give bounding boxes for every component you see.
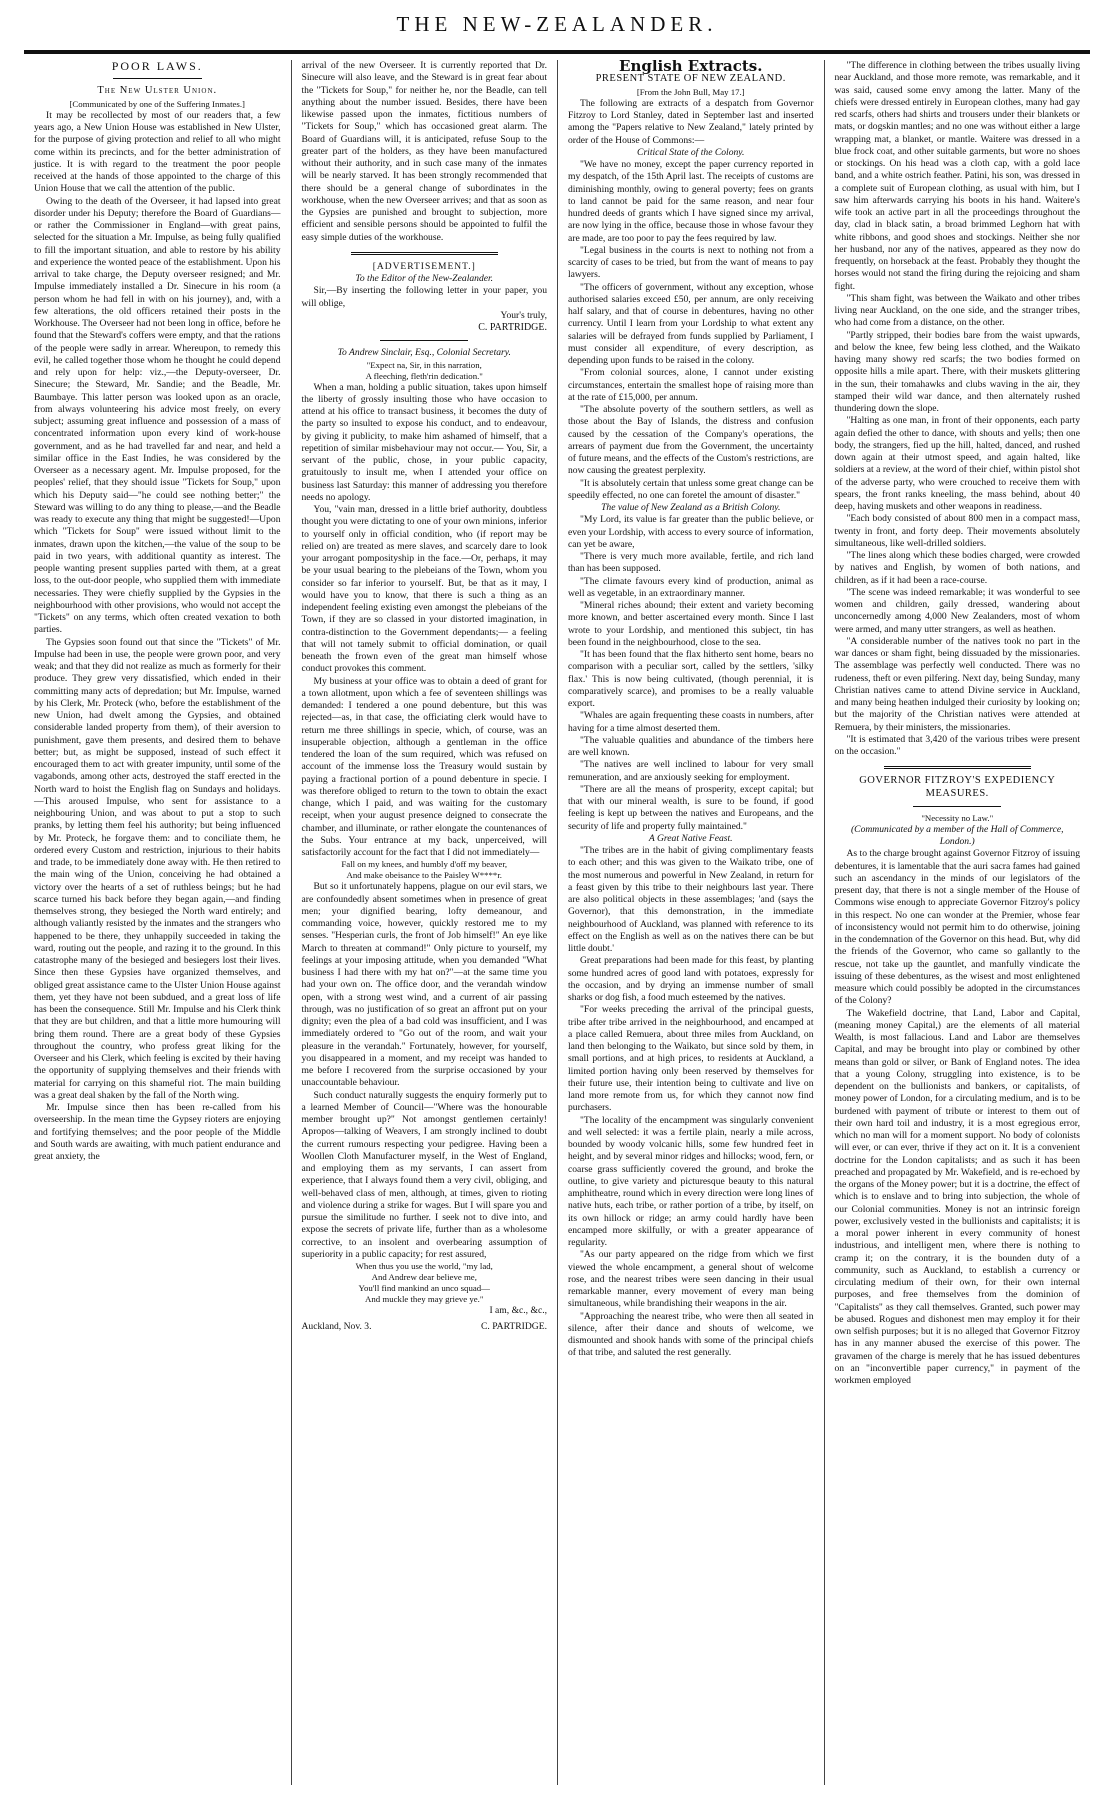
column-4 [824, 60, 1091, 1785]
paragraph: "There are all the means of prosperity, except capital; but that with our mineral wealth, is sure to be found, if good feeling is kept up between the natives and Europeans, and the security of life and property fully maintained." [568, 783, 814, 832]
divider [380, 340, 468, 341]
paragraph: "The officers of government, without any exception, whose authorised salaries exceed £50, per annum, are only receiving half salary, and that of course in debentures, having no other currency. Until I learn from your Lordship to what extent any salaries will be defrayed from funds supplied by Parliament, I must consider all expenditure, of every description, as depending upon funds to be raised in the colony. [568, 281, 814, 366]
verse-line: When thus you use the world, "my lad, [355, 1261, 493, 1271]
paragraph: "Partly stripped, their bodies bare from the waist upwards, and below the knee, few being less clothed, and the Waikato having many showy red scarfs; the two bodies formed on opposite hills a mile apart. There, with their muskets glittering in the sun, their tomahawks and clubs waving in the air, they stamped their wild war dance, and then alternately rushed thundering down the slope. [834, 329, 1080, 414]
dateline: Auckland, Nov. 3. [301, 1321, 372, 1333]
epigraph-line: "Expect na, Sir, in this narration, [366, 359, 482, 370]
paragraph: "Legal business in the courts is next to nothing not from a scarcity of cases to be tried, but from the want of means to pay lawyers. [568, 244, 814, 281]
paragraph: As to the charge brought against Governor Fitzroy of issuing debentures, it is lamentable that the auri sacra fames had gained such an ascendancy in the minds of our legislators of the present day, that there is not a single member of the House of Commons wise enough to appreciate Governor Fitzroy's policy in this respect. No one can wonder at the Premier, whose fear of inconsistency would not permit him to do otherwise, joining in the condemnation of the Governor on this head. But, why did the friends of the Governor, who came so gallantly to the rescue, not take up the gauntlet, and manfully vindicate the issuing of these debentures, as the wisest and most enlightened measure which could possibly be adopted in the circumstances of the Colony? [834, 848, 1080, 1007]
paragraph: "A considerable number of the natives took no part in the war dances or sham fight, being dissuaded by the missionaries. The assemblage was perfectly well conducted. There was no rudeness, theft or even pilfering. Next day, being Sunday, many Christian natives came to attend Divine service in Auckland, and many being heathen indulged their curiosity by looking on; but the majority of the Christian natives were attended at Remuera, by their ministers, the missionaries. [834, 635, 1080, 733]
paragraph: "It is absolutely certain that unless some great change can be speedily effected, no one can foretel the amount of disaster." [568, 477, 814, 501]
advert-intro: Sir,—By inserting the following letter in your paper, you will oblige, [301, 285, 547, 309]
paragraph: "Approaching the nearest tribe, who were then all seated in silence, after their dance and shouts of welcome, we dismounted and shook hands with some of the principal chiefs of that tribe, and saluted the rest generally. [568, 1310, 814, 1359]
paragraph: The Gypsies soon found out that since the "Tickets" of Mr. Impulse had been in use, the people were grown poor, and very weak; and that they did not realize as much as formerly for their produce. They grew very dissatisfied, which ended in their committing many acts of depredation; but Mr. Impulse, warned by his Clerk, Mr. Proteck (who, before the establishment of the new Union, had dwelt among the Gypsies, and obtained considerable landed property from them), of their aversion to punishment, gave them presents, and desired them to behave better; but, as might be supposed, instead of such effect it encouraged them to act with greater impunity, until some of the vagabonds, among other acts, destroyed the staff erected in the North ward to hoist the English flag on Sundays and holidays.—This aroused Impulse, who sent for assistance to a neighbouring Union, and was about to put a stop to such pranks, by letting them feel his authority; but being influenced by Mr. Proteck, he forgave them: and to conciliate them, he ordered every Custom and restriction, injurious to their habits and trade, to be immediately done away with. He then retired to the main wing of the Union, conceiving he had obtained a victory over the hearts of a set of ruthless beings; but he had scarce turned his back before they began again,—and finding themselves strong, they besieged the North ward entirely; and although valiantly resisted by the inmates and the strangers who happened to be there, they unhappily succeeded in taking the ward, routing out the people, and razing it to the ground. In this catastrophe many of the besieged and besiegers lost their lives. Since then these Gypsies have organized themselves, and obliged great assistance came to the Ulster Union House against them, yet they have not been subdued, and a great loss of life has been the consequence. Still Mr. Impulse and his Clerk think that they are but children, and that a little more humouring will bring them round. There are a great body of these Gypsies throughout the country, who profess great liking for the Overseer and his Clerk, which feeling is excited by their having the opportunity of supplying themselves and their friends with material for carrying on this shameful riot. The main building was a great deal shaken by the fall of the North wing. [34, 636, 281, 1101]
article-source: [From the John Bull, May 17.] [636, 86, 745, 97]
paragraph: "From colonial sources, alone, I cannot under existing circumstances, entertain the smallest hope of raising more than at the rate of £15,000, per annum. [568, 367, 814, 403]
paragraph: "The locality of the encampment was singularly convenient and well selected: it was a fertile plain, nearly a mile across, bounded by woody volcanic hills, some few hundred feet in height, and by several minor ridges and hillocks; wood, fern, or coarse grass sufficiently covered the ground, and broke the outline, to give variety and picturesque beauty to this natural amphitheatre, round which in every direction were long lines of native huts, each tribe, or rather portion of a tribe, by itself, on its own hillock or ridge; an army could hardly have been encamped more skilfully, or with a greater appearance of regularity. [568, 1114, 814, 1248]
columns [24, 60, 1090, 1785]
masthead: THE NEW-ZEALANDER. [396, 12, 718, 36]
verse-line: And Andrew dear believe me, [371, 1272, 477, 1282]
divider [884, 766, 1031, 769]
divider [113, 78, 202, 79]
paragraph: "The tribes are in the habit of giving complimentary feasts to each other; and this was given to the Waikato tribe, one of the most numerous and powerful in New Zealand, in return for a feast given by this tribe to their neighbours last year. There are also political objects in these assemblages; 'and (says the Governor), that this demonstration, in the immediate neighbourhood of Auckland, was planned with reference to its effect on the English as well as on the natives there can be but little doubt.' [568, 845, 814, 954]
article-heading: PRESENT STATE OF NEW ZEALAND. [595, 73, 786, 85]
paragraph: "There is very much more available, fertile, and rich land than has been supposed. [568, 551, 814, 575]
paragraph: "The valuable qualities and abundance of the timbers here are well known. [568, 734, 814, 758]
subheading: Critical State of the Colony. [637, 146, 745, 158]
divider [351, 252, 498, 255]
paragraph: The following are extracts of a despatch from Governor Fitzroy to Lord Stanley, dated in September last and inserted among the "Papers relative to New Zealand," lately printed by order of the House of Commons:— [568, 97, 814, 146]
letter-addressee: To Andrew Sinclair, Esq., Colonial Secretary. [337, 347, 511, 359]
column-2 [291, 60, 558, 1785]
paragraph: Mr. Impulse since then has been re-called from his overseership. In the mean time the Gypsey rioters are enjoying and fortifying themselves; and the poor people of the Middle and South wards are awaiting, with much patient endurance and great anxiety, the [34, 1102, 281, 1162]
article-subtitle: The New Ulster Union. [97, 85, 218, 97]
paragraph: Owing to the death of the Overseer, it had lapsed into great disorder under his Deputy; therefore the Board of Guardians—or rather the Commissioner in England—with great pains, selected for the situation a Mr. Impulse, as being fully qualified to fill the important situation, and able to restore by his ability and experience the wonted peace of the establishment. Upon his arrival to take charge, the Deputy overseer resigned; and Mr. Impulse immediately installed a Dr. Sinecure in his room (a person whom he had fell in with on his journey), and, with a few alterations, the old officers retained their posts in the Workhouse. The Overseer had not been long in office, before he found that the Steward's coffers were empty, and that the rations of the people were sadly in arrear. Whereupon, to remedy this evil, he called together those whom he thought he could depend and rely upon for help: viz.,—the Deputy-overseer, Dr. Sinecure; the Steward, Mr. Sandie; and the Beadle, Mr. Baumbaye. This latter person was looked upon as an oracle, from always volunteering his advice most freely, on every subject; assuming great influence and possession of a mass of concentrated information upon every kind of work-house government, and as he had travelled far and near, and held a similar office in the East Indies, he was considered by the Overseer as a necessary agent. Mr. Impulse proposed, for the peoples' relief, that they should issue "Tickets for Soup," upon which his Deputy said—"he could see nothing better;" the Steward was willing to do any thing to please,—and the Beadle was ready to execute any thing that might be suggested!—Upon which "Tickets for Soup" were issued without limit to the inmates, drawn upon the kitchen,—the value of the soup to be paid in two years, with additional quantity as interest. The people wanting present supplies parted with them, at a great loss, to the out-door people, who supplied them with immediate necessaries. They were chiefly supplied by the Gypsies in the neighbourhood with other provisions, who would not accept the "Tickets" on any terms, which often created vexation to both parties. [34, 195, 281, 636]
paragraph: The Wakefield doctrine, that Land, Labor and Capital, (meaning money Capital,) are the elements of all material Wealth, is most fallacious. Land and Labor are themselves Capital, and may be brought into play or combined by other means than gold or silver, or Bank of England notes. The idea that a young Colony, struggling into existence, is to be dependent on the bullionists and bankers, or capitalists, of money power of London, for a circulating medium, and is to be burdened with payment of tribute or interest to them out of their own hard toil and industry, it is a most egregious error, which no man will for a moment support. No body of colonists will ever, or can ever, thrive if they act on it. It is a convenient doctrine for the London capitalists; and as such it has been preached and propagated by Mr. Wakefield, and is re-echoed by the organs of the Money power; but it is a doctrine, the effect of which is to enslave and to bring into subjection, the whole of our Colonial communities. Money is not an intrinsic foreign power, exclusively vested in the bullionists and capitalists; it is a moral power inherent in every community of honest industrious, and intelligent men, where there is nothing to cramp it; on the contrary, it is the bounden duty of a community, such as Auckland, to establish a currency or circulating medium of their own, for their own internal purposes, and free themselves from the dominion of "Capitalists" as they call themselves. Granted, such power may be abused. Rogues and dishonest men may employ it for their own selfish purposes; but it is no alleged that Governor Fitzroy has in any manner abused the exercise of this power. The gravamen of the charge is merely that he has issued debentures on an "inconvertible paper currency," in payment of the workmen employed [834, 1007, 1080, 1386]
paragraph: "It has been found that the flax hitherto sent home, bears no comparison with a peculiar sort, called by the settlers, 'silky flax.' This is now being cultivated, (though perennial, it is comparatively scarce), and promises to be a really valuable export. [568, 649, 814, 709]
advert-addressee: To the Editor of the New-Zealander. [355, 273, 494, 284]
divider [913, 806, 1001, 807]
paragraph: But so it unfortunately happens, plague on our evil stars, we are confoundedly absent sometimes when in presence of great men; your dignified bearing, lofty demeanour, and commanding voice, however, quickly restored me to my senses. "Hesperian curls, the front of Job himself!" An eye like March to threaten at command!" Only picture to yourself, my feelings at your imposing attitude, when you demanded "What business I had there with my hat on?"—at the same time you had your own on. The office door, and the verandah window open, with a strong west wind, and a current of air passing through, was no justification of so great an affront put on your dignity; even the plea of a bad cold was insufficient, and I was immediately ordered to "Go out of the room, and wait your pleasure in the verandah." Fortunately, however, for yourself, you disappeared in a moment, and my receipt was handed to me before I recovered from the surprise occasioned by your unaccountable behaviour. [301, 881, 547, 1089]
paragraph: When a man, holding a public situation, takes upon himself the liberty of grossly insulting those who have occasion to attend at his office to transact business, it becomes the duty of the party so insulted to expose his conduct, and to endeavour, by giving it publicity, to make him ashamed of himself, that a repetition of similar misbehaviour may not occur.— You, Sir, a servant of the public, chose, in your public capacity, gratuitously to insult me, when I attended your office on business last Saturday: this manner of addressing you therefore needs no apology. [301, 381, 547, 503]
paragraph: "My Lord, its value is far greater than the public believe, or even your Lordship, with access to every source of information, can yet be aware, [568, 514, 814, 550]
column-1 [24, 60, 291, 1785]
verse-line: And make obeisance to the Paisley W****r. [346, 870, 502, 881]
paragraph: My business at your office was to obtain a deed of grant for a town allotment, upon which a fee of seventeen shillings was demanded: I tendered a one pound debenture, but this was rejected—as, in that case, the officiating clerk would have to return me three shillings in specie, which, of course, was an insuperable objection, although a gentleman in the office tendered the loan of the sum required, which was refused on account of the immense loss the Treasury would sustain by paying a fractional portion of a pound debenture in specie. I was therefore obliged to return to the town to obtain the exact change, which I paid, and was waiting for the customary receipt, when your august presence deigned to consecrate the chamber, and illuminate, or rather elongate the countenances of the Subs. Your entrance at my back, unperceived, will satisfactorily account for the fact that I did not immediately— [301, 675, 547, 858]
paragraph: "Halting as one man, in front of their opponents, each party again defied the other to dance, with shouts and yells; then one body, the strangers, fied up the hill, halted, danced, and rushed down again at their utmost speed, and again halted, like soldiers at a review, at the word of their chief, within pistol shot of the adverse party, who were crouched to receive them with spears, the front ranks kneeling, the mass behind, about 40 deep, having muskets and other weapons in readiness. [834, 415, 1080, 512]
paragraph: "The climate favours every kind of production, animal as well as vegetable, in an extraordinary manner. [568, 575, 814, 599]
section-title-english-extracts: English Extracts. [619, 60, 763, 75]
subheading: The value of New Zealand as a British Colony. [601, 502, 781, 513]
paragraph: Great preparations had been made for this feast, by planting some hundred acres of good land with potatoes, expressly for the occasion, and by drying an immense number of small sharks or dog fish, a food much esteemed by the natives. [568, 955, 814, 1003]
paragraph: arrival of the new Overseer. It is currently reported that Dr. Sinecure will also leave, and the Steward is in great fear about the "Tickets for Soup," for neither he, nor the Beadle, can tell anything about the number issued. Besides, there have been likewise passed upon the inmates, fictitious numbers of "Tickets for Soup," which has occasioned great alarm. The Board of Guardians will, it is anticipated, refuse Soup to the greater part of the holders, as they have been manufactured without their authority, and in such case many of the inmates will be nearly starved. It has been strongly recommended that there should be a general change of subordinates in the workhouse, when the new Overseer arrives; and that as soon as the Gypsies are punished and brought to subjection, more efficient and sensible persons should be appointed to fulfil the easy simple duties of the workhouse. [301, 60, 547, 243]
paragraph: You, "vain man, dressed in a little brief authority, doubtless thought you were dictating to one of your own minions, inferior to yourself only in official condition, who (if report may be relied on) are treated as mere slaves, and scarcely dare to look your arrogant pomposityship in the face.—Or, perhaps, it may be your usual bearing to the plebeians of the Town, whom you consider so far inferior to yourself. But, be that as it may, I would have you to know, that there is such a thing as an independent feeling existing even amongst the plebeians of the Town, if they are so classed in your distorted imagination, in contra-distinction to the Government dependants;— a feeling that will not tamely submit to official domination, or quail beneath the frown even of the great man himself whose conduct provokes this comment. [301, 504, 547, 675]
paragraph: It may be recollected by most of our readers that, a few years ago, a New Union House was established in New Ulster, for the purpose of giving protection and relief to all who might come within its precincts, and for the better administration of justice. It is with regard to the treatment the poor people received at the hands of those appointed to the charge of this Union House that we call the attention of the public. [34, 109, 281, 195]
column-3 [557, 60, 824, 1785]
subheading: A Great Native Feast. [648, 832, 733, 844]
paragraph: Such conduct naturally suggests the enquiry formerly put to a learned Member of Council—"Where was the honourable member brought up?" Not amongst gentlemen certainly! Apropos—talking of Weavers, I am strongly inclined to doubt the current rumours respecting your pedigree. Having been a Woollen Cloth Manufacturer myself, in the West of England, and employing them as my servants, I can assert from experience, that I always found them a very civil, obliging, and well-behaved class of men, although, at times, given to rioting and violence during a strike for wages. But I will spare you and pursue the similitude no further. I seek not to dive into, and expose the secrets of private life, further than as a wholesome corrective, to an insolent and overbearing assumption of superiority in a public capacity; for rest assured, [301, 1089, 547, 1260]
paragraph: "The difference in clothing between the tribes usually living near Auckland, and those more remote, was remarkable, and it was said, caused some envy among the latter. Many of the chiefs were dressed entirely in European clothes, many had gay red scarfs, others had shirts and trousers under their blankets or mats, or dogskin mantles; and no one was without either a large wrapping mat, a blanket, or mantle. Waitere was dressed in a blue frock coat, and other suitable garments, but wore no shoes or stockings. On his head was a cloth cap, with a gold lace band, and a white ostrich feather. Patini, his son, was dressed in a complete suit of European clothing, as usual with him, but I saw him afterwards carrying his boots in his hand. Waitere's wife took an active part in all the proceedings throughout the day, clad in black satin, a broad brimmed Leghorn hat with white ribbons, and good shoes and stockings. Neither she nor her husband, nor any of the natives, appeared as they now do frequently, on horseback at the feast. Probably they thought the horses would not stand the firing during the rejoicing and sham fight. [834, 60, 1080, 292]
article-note: [Communicated by one of the Suffering Inmates.] [69, 98, 245, 109]
advert-signature: C. PARTRIDGE. [478, 322, 547, 333]
paragraph: "It is estimated that 3,420 of the various tribes were present on the occasion." [834, 733, 1080, 757]
article-heading-governor-fitzroy: GOVERNOR FITZROY'S EXPEDIENCY MEASURES. [859, 775, 1056, 799]
article-note: (Communicated by a member of the Hall of Commerce, London.) [850, 823, 1064, 847]
paragraph: "We have no money, except the paper currency reported in my despatch, of the 15th April last. The receipts of customs are diminishing monthly, owing to general poverty; fees on grants to land cannot be paid for the same reason, and near four hundred deeds of grants which I have signed since my arrival, are now lying in the office, because those in whose favour they are made, are too poor to pay the fees required by law. [568, 159, 814, 244]
advertisement-label: [ADVERTISEMENT.] [372, 261, 476, 272]
verse-line: Fall on my knees, and humbly d'off my beaver, [341, 859, 508, 870]
masthead-rule [24, 50, 1090, 54]
advert-sign-off: Your's truly, [500, 309, 547, 321]
paragraph: "The lines along which these bodies charged, were crowded by natives and English, by women of both nations, and children, as if it had been a race-course. [834, 550, 1080, 586]
epigraph-line: A fleeching, fleth'rin dedication." [365, 370, 483, 381]
paragraph: "This sham fight, was between the Waikato and other tribes living near Auckland, on the one side, and the stranger tribes, who had come from a distance, on the other. [834, 292, 1080, 329]
paragraph: "The natives are well inclined to labour for very small remuneration, and are anxiously seeking for employment. [568, 759, 814, 783]
paragraph: "Whales are again frequenting these coasts in numbers, after having for a time almost deserted them. [568, 710, 814, 734]
verse-line: And muckle they may grieve ye." [365, 1294, 484, 1304]
epigraph: "Necessity no Law." [921, 812, 994, 823]
closing: I am, &c., &c., [489, 1305, 547, 1316]
paragraph: "The scene was indeed remarkable; it was wonderful to see women and children, gaily dressed, wandering about unconcernedly among 4,000 New Zealanders, most of whom were armed, and many utter strangers, as well as heathen. [834, 586, 1080, 635]
paragraph: "For weeks preceding the arrival of the principal guests, tribe after tribe arrived in the neighbourhood, and encamped at a place called Remuera, about three miles from Auckland, on land then belonging to the Waikato, but since sold by them, in small portions, and at high prices, to residents at Auckland, a limited portion having only been reserved by themselves for their future use, their intention being to cultivate and live on land more remote from us, for which they cannot now find purchasers. [568, 1004, 814, 1114]
letter-signature: C. PARTRIDGE. [481, 1321, 547, 1333]
paragraph: "Mineral riches abound; their extent and variety becoming more known, and better ascertained every month. Since I last wrote to your Lordship, and mentioned this subject, tin has been found in the neighbourhood, close to the sea. [568, 600, 814, 648]
paragraph: "Each body consisted of about 800 men in a compact mass, twenty in front, and forty deep. Their movements absolutely simultaneous, like well-drilled soldiers. [834, 513, 1080, 549]
paragraph: "As our party appeared on the ridge from which we first viewed the whole encampment, a general shout of welcome rose, and the nearest tribes were seen dancing in their usual remarkable manner, every movement of every man being simultaneous, while brandishing their weapons in the air. [568, 1249, 814, 1310]
verse-line: You'll find mankind an unco squad— [358, 1283, 490, 1293]
paragraph: "The absolute poverty of the southern settlers, as well as those about the Bay of Islands, the distress and confusion caused by the cessation of the Company's operations, the arrears of payment due from the Government, the uncertainty of future means, and the effects of the Custom's restrictions, are now causing the greatest perplexity. [568, 404, 814, 477]
letter-footer [302, 1321, 548, 1333]
article-title-poor-laws: POOR LAWS. [111, 60, 203, 73]
